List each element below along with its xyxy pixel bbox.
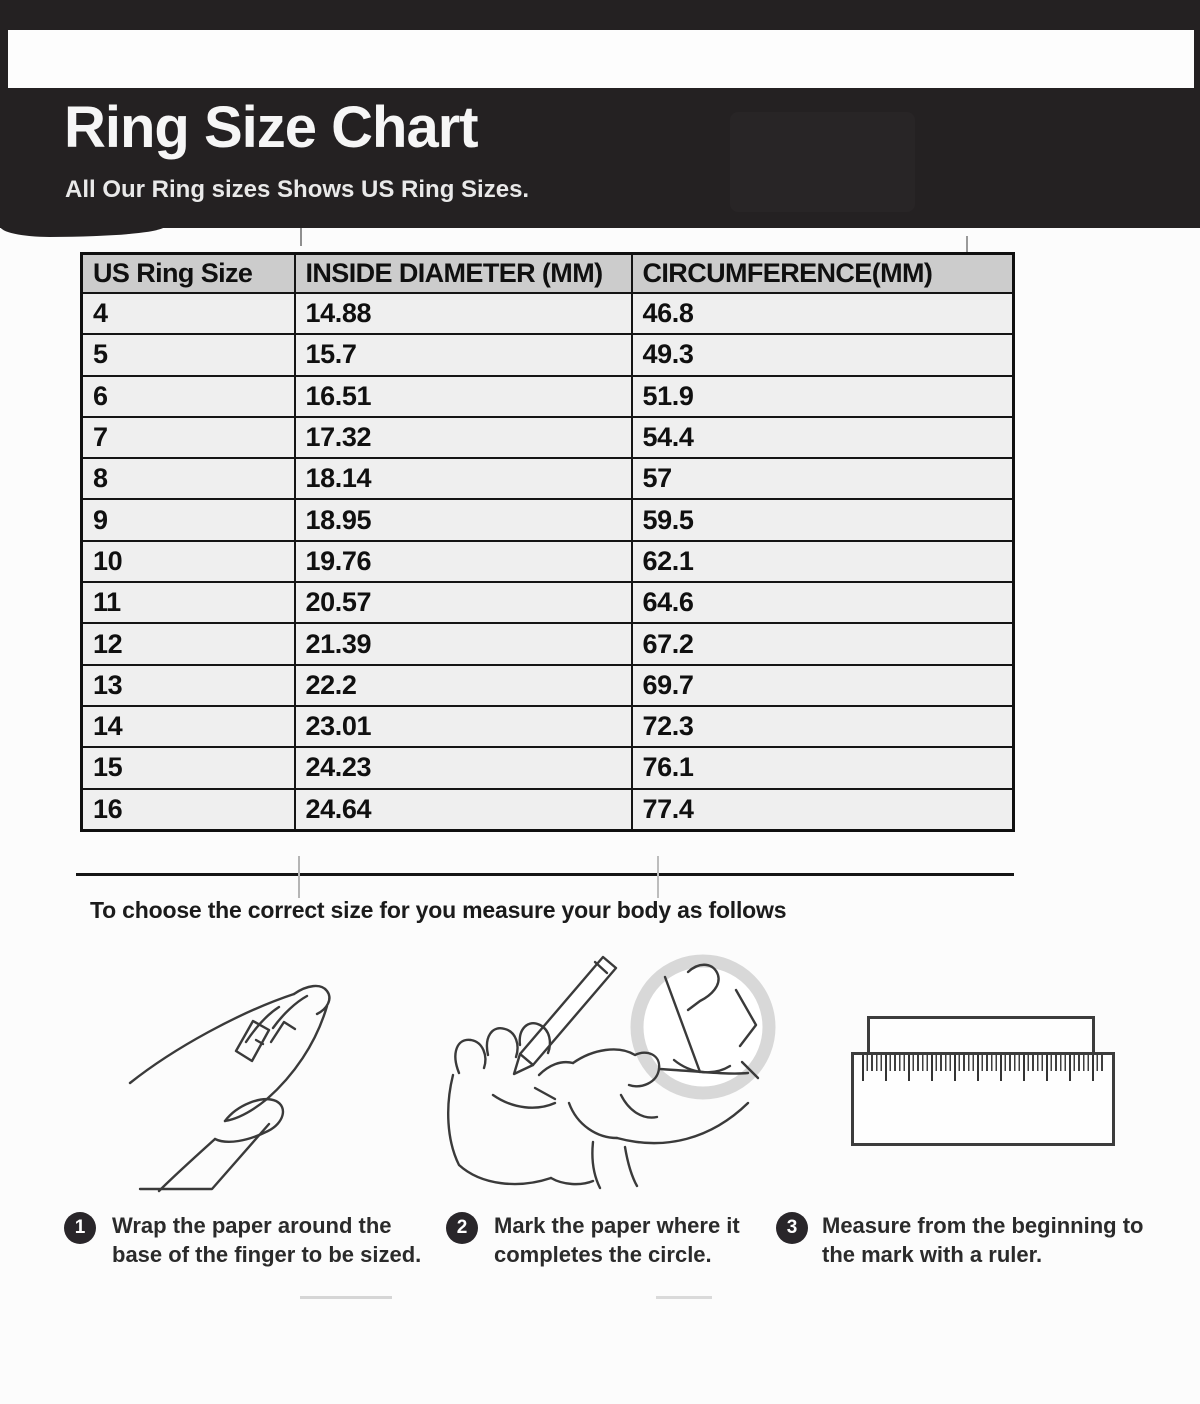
step-1-text: Wrap the paper around the base of the finger to be sized. xyxy=(112,1213,422,1267)
cell-diameter: 22.2 xyxy=(295,665,632,706)
cell-diameter: 23.01 xyxy=(295,706,632,747)
cell-circumference: 77.4 xyxy=(632,789,1014,831)
cell-size: 7 xyxy=(82,417,295,458)
cell-circumference: 67.2 xyxy=(632,623,1014,664)
cell-size: 5 xyxy=(82,334,295,375)
scan-artifact xyxy=(966,236,968,252)
ruler-icon xyxy=(851,1052,1115,1146)
ring-size-table xyxy=(80,252,1015,832)
table-row xyxy=(82,417,1014,458)
table-row xyxy=(82,747,1014,788)
cell-circumference: 57 xyxy=(632,458,1014,499)
cell-circumference: 54.4 xyxy=(632,417,1014,458)
cell-size: 14 xyxy=(82,706,295,747)
table-row xyxy=(82,376,1014,417)
cell-diameter: 24.64 xyxy=(295,789,632,831)
cell-circumference: 46.8 xyxy=(632,293,1014,334)
cell-circumference: 64.6 xyxy=(632,582,1014,623)
header-white-strip xyxy=(8,30,1194,88)
cell-diameter: 19.76 xyxy=(295,541,632,582)
scan-artifact xyxy=(657,856,659,898)
cell-size: 8 xyxy=(82,458,295,499)
cell-diameter: 20.57 xyxy=(295,582,632,623)
cell-circumference: 62.1 xyxy=(632,541,1014,582)
cell-size: 16 xyxy=(82,789,295,831)
ruler-major-ticks xyxy=(862,1055,1104,1081)
cell-diameter: 16.51 xyxy=(295,376,632,417)
step-1-number-badge: 1 xyxy=(64,1212,96,1244)
cell-circumference: 76.1 xyxy=(632,747,1014,788)
column-header-us-ring-size: US Ring Size xyxy=(82,254,295,294)
table-row xyxy=(82,623,1014,664)
scan-artifact xyxy=(300,228,302,246)
step-2-number-badge: 2 xyxy=(446,1212,478,1244)
cell-size: 9 xyxy=(82,499,295,540)
step-3-number-badge: 3 xyxy=(776,1212,808,1244)
scan-artifact xyxy=(300,1296,392,1299)
table-row xyxy=(82,665,1014,706)
measure-heading: To choose the correct size for you measure your body as follows xyxy=(90,897,787,923)
step-2-text: Mark the paper where it completes the circle. xyxy=(494,1213,740,1267)
column-header-circumference: CIRCUMFERENCE(MM) xyxy=(632,254,1014,294)
cell-size: 4 xyxy=(82,293,295,334)
table-row xyxy=(82,458,1014,499)
column-header-inside-diameter: INSIDE DIAMETER (MM) xyxy=(295,254,632,294)
table-row xyxy=(82,499,1014,540)
page-subtitle: All Our Ring sizes Shows US Ring Sizes. xyxy=(65,176,530,203)
cell-size: 11 xyxy=(82,582,295,623)
band-scan-sheen xyxy=(730,112,915,212)
table-bottom-artifact-line xyxy=(76,873,1014,876)
cell-diameter: 17.32 xyxy=(295,417,632,458)
hand-with-paper-strip-illustration xyxy=(70,952,470,1197)
cell-size: 6 xyxy=(82,376,295,417)
cell-diameter: 21.39 xyxy=(295,623,632,664)
table-row xyxy=(82,334,1014,375)
cell-circumference: 51.9 xyxy=(632,376,1014,417)
table-header-row xyxy=(82,254,1014,294)
cell-circumference: 59.5 xyxy=(632,499,1014,540)
cell-diameter: 24.23 xyxy=(295,747,632,788)
mark-paper-with-pencil-illustration xyxy=(443,945,803,1195)
table-row xyxy=(82,293,1014,334)
step-3-text: Measure from the beginning to the mark with a ruler. xyxy=(822,1213,1144,1267)
cell-size: 15 xyxy=(82,747,295,788)
table-row xyxy=(82,541,1014,582)
hand-icon xyxy=(130,986,329,1191)
cell-size: 12 xyxy=(82,623,295,664)
cell-diameter: 14.88 xyxy=(295,293,632,334)
cell-circumference: 69.7 xyxy=(632,665,1014,706)
table-row xyxy=(82,789,1014,831)
cell-circumference: 49.3 xyxy=(632,334,1014,375)
pencil-icon xyxy=(514,957,616,1074)
cell-size: 13 xyxy=(82,665,295,706)
cell-diameter: 18.95 xyxy=(295,499,632,540)
table-row xyxy=(82,582,1014,623)
cell-diameter: 18.14 xyxy=(295,458,632,499)
scan-artifact xyxy=(298,856,300,898)
cell-circumference: 72.3 xyxy=(632,706,1014,747)
band-edge-artifact xyxy=(0,226,165,237)
cell-size: 10 xyxy=(82,541,295,582)
page-title: Ring Size Chart xyxy=(64,95,478,160)
table-row xyxy=(82,706,1014,747)
scan-artifact xyxy=(656,1296,712,1299)
cell-diameter: 15.7 xyxy=(295,334,632,375)
